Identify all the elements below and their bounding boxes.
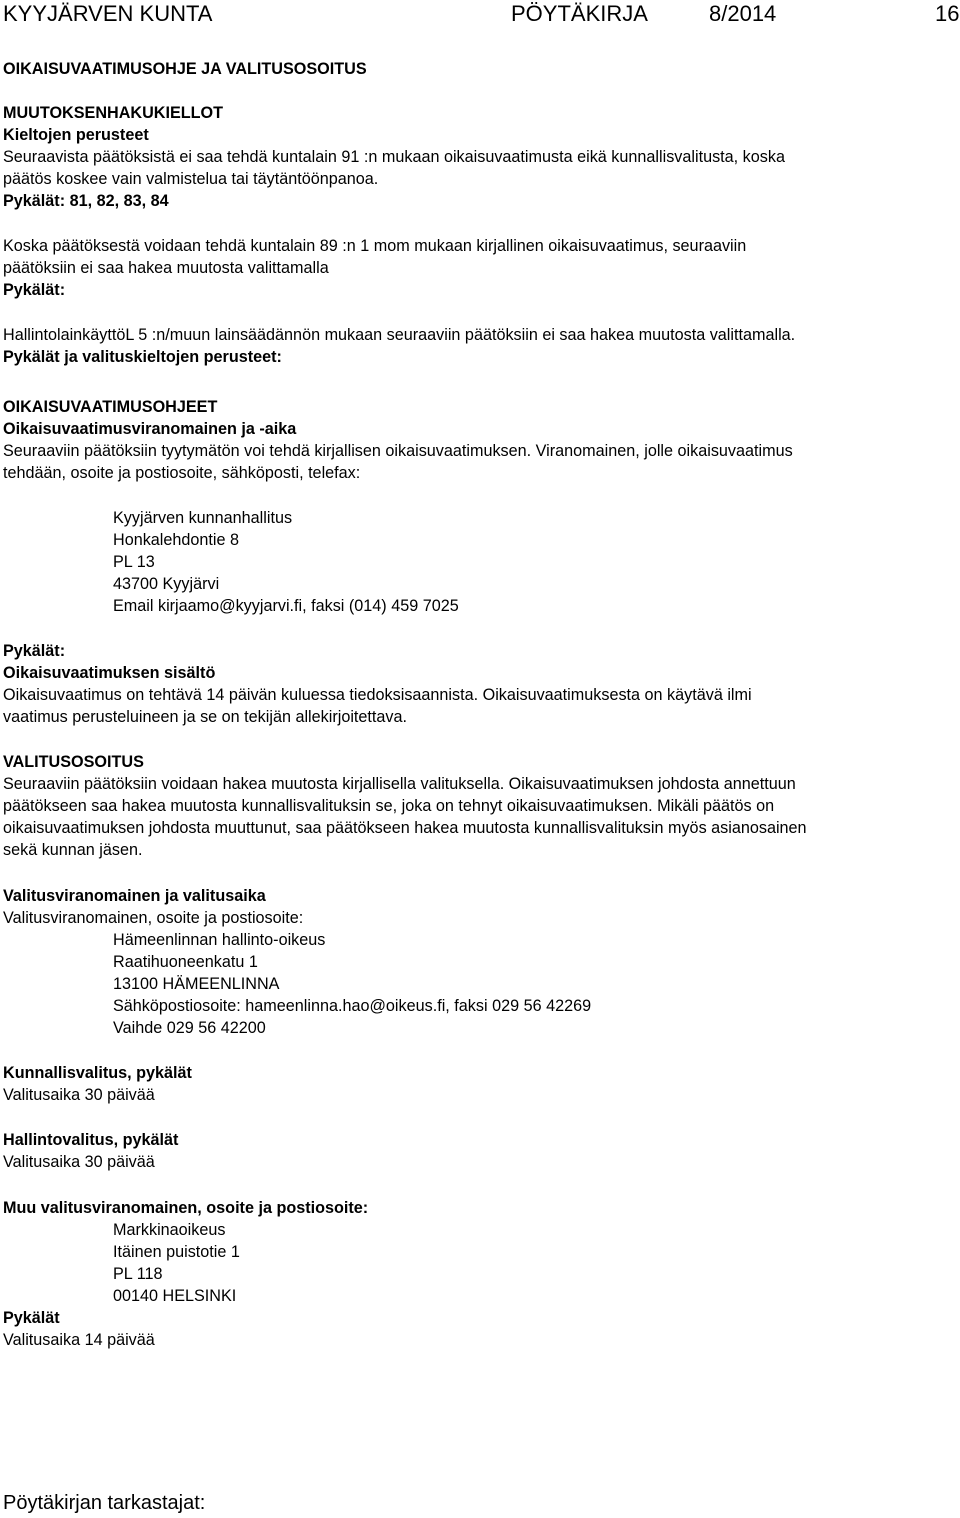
appeal-heading: VALITUSOSOITUS xyxy=(3,753,144,771)
objection-heading: OIKAISUVAATIMUSOHJEET xyxy=(3,398,218,416)
document-number: 8/2014 xyxy=(709,1,777,26)
document-type: PÖYTÄKIRJA xyxy=(511,1,648,26)
other-authority-heading: Muu valitusviranomainen, osoite ja postiosoite: xyxy=(3,1199,369,1217)
page-number: 16 xyxy=(935,1,960,26)
admin-appeal-period: Valitusaika 30 päivää xyxy=(3,1153,155,1171)
appeal-text-line: päätökseen saa hakea muutosta kunnallisvalituksin se, joka on tehnyt oikaisuvaatimuksen. Mikäli päätös on xyxy=(3,797,775,815)
restrictions-para3: HallintolainkäyttöL 5 :n/muun lainsäädännön mukaan seuraaviin päätöksiin ei saa hakea muutosta valittamalla. xyxy=(3,326,796,344)
other-authority-address-line: Itäinen puistotie 1 xyxy=(113,1243,240,1261)
municipal-appeal-heading: Kunnallisvalitus, pykälät xyxy=(3,1064,192,1082)
restrictions-subheading: Kieltojen perusteet xyxy=(3,126,149,144)
appeal-authority-address-line: 13100 HÄMEENLINNA xyxy=(113,975,280,993)
appeal-text-line: sekä kunnan jäsen. xyxy=(3,841,143,859)
other-authority-sections: Pykälät xyxy=(3,1309,60,1327)
other-authority-address-line: 00140 HELSINKI xyxy=(113,1287,237,1305)
objection-address-line: Honkalehdontie 8 xyxy=(113,531,239,549)
main-title: OIKAISUVAATIMUSOHJE JA VALITUSOSOITUS xyxy=(3,60,367,78)
objection-text-line: tehdään, osoite ja postiosoite, sähköposti, telefax: xyxy=(3,464,361,482)
other-authority-period: Valitusaika 14 päivää xyxy=(3,1331,155,1349)
restrictions-sections: Pykälät: 81, 82, 83, 84 xyxy=(3,192,169,210)
objection-sections: Pykälät: xyxy=(3,642,66,660)
restrictions-para2-line: päätöksiin ei saa hakea muutosta valittamalla xyxy=(3,259,329,277)
appeal-authority-heading: Valitusviranomainen ja valitusaika xyxy=(3,887,266,905)
objection-text-line: Seuraaviin päätöksiin tyytymätön voi tehdä kirjallisen oikaisuvaatimuksen. Viranomainen, jolle oikaisuvaatimus xyxy=(3,442,793,460)
appeal-authority-address-line: Raatihuoneenkatu 1 xyxy=(113,953,258,971)
appeal-authority-address-line: Hämeenlinnan hallinto-oikeus xyxy=(113,931,326,949)
objection-address-line: Kyyjärven kunnanhallitus xyxy=(113,509,293,527)
restrictions-sections-3: Pykälät ja valituskieltojen perusteet: xyxy=(3,348,282,366)
restrictions-sections-2: Pykälät: xyxy=(3,281,66,299)
objection-content-heading: Oikaisuvaatimuksen sisältö xyxy=(3,664,216,682)
municipal-appeal-period: Valitusaika 30 päivää xyxy=(3,1086,155,1104)
appeal-authority-address-line: Sähköpostiosoite: hameenlinna.hao@oikeus.fi, faksi 029 56 42269 xyxy=(113,997,592,1015)
appeal-text-line: Seuraaviin päätöksiin voidaan hakea muutosta kirjallisella valituksella. Oikaisuvaatimuksen johdosta annettuun xyxy=(3,775,796,793)
restrictions-text-line: Seuraavista päätöksistä ei saa tehdä kuntalain 91 :n mukaan oikaisuvaatimusta eikä kunnallisvalitusta, koska xyxy=(3,148,785,166)
reviewers-label: Pöytäkirjan tarkastajat: xyxy=(3,1492,206,1514)
appeal-authority-address-line: Vaihde 029 56 42200 xyxy=(113,1019,266,1037)
objection-content-line: vaatimus perusteluineen ja se on tekijän allekirjoitettava. xyxy=(3,708,408,726)
other-authority-address-line: PL 118 xyxy=(113,1265,163,1283)
municipality-name: KYYJÄRVEN KUNTA xyxy=(3,1,213,26)
admin-appeal-heading: Hallintovalitus, pykälät xyxy=(3,1131,179,1149)
other-authority-address-line: Markkinaoikeus xyxy=(113,1221,226,1239)
restrictions-text-line: päätös koskee vain valmistelua tai täytäntöönpanoa. xyxy=(3,170,379,188)
restrictions-heading: MUUTOKSENHAKUKIELLOT xyxy=(3,104,224,122)
objection-address-line: Email kirjaamo@kyyjarvi.fi, faksi (014) 459 7025 xyxy=(113,597,459,615)
appeal-text-line: oikaisuvaatimuksen johdosta muuttunut, saa päätökseen hakea muutosta kunnallisvalituksin myös asianosainen xyxy=(3,819,807,837)
appeal-authority-label: Valitusviranomainen, osoite ja postiosoite: xyxy=(3,909,304,927)
objection-subheading: Oikaisuvaatimusviranomainen ja -aika xyxy=(3,420,297,438)
objection-address-line: 43700 Kyyjärvi xyxy=(113,575,220,593)
objection-content-line: Oikaisuvaatimus on tehtävä 14 päivän kuluessa tiedoksisaannista. Oikaisuvaatimuksesta on käytävä ilmi xyxy=(3,686,752,704)
page-header xyxy=(3,0,958,30)
objection-address-line: PL 13 xyxy=(113,553,155,571)
restrictions-para2-line: Koska päätöksestä voidaan tehdä kuntalain 89 :n 1 mom mukaan kirjallinen oikaisuvaatimus, seuraaviin xyxy=(3,237,747,255)
